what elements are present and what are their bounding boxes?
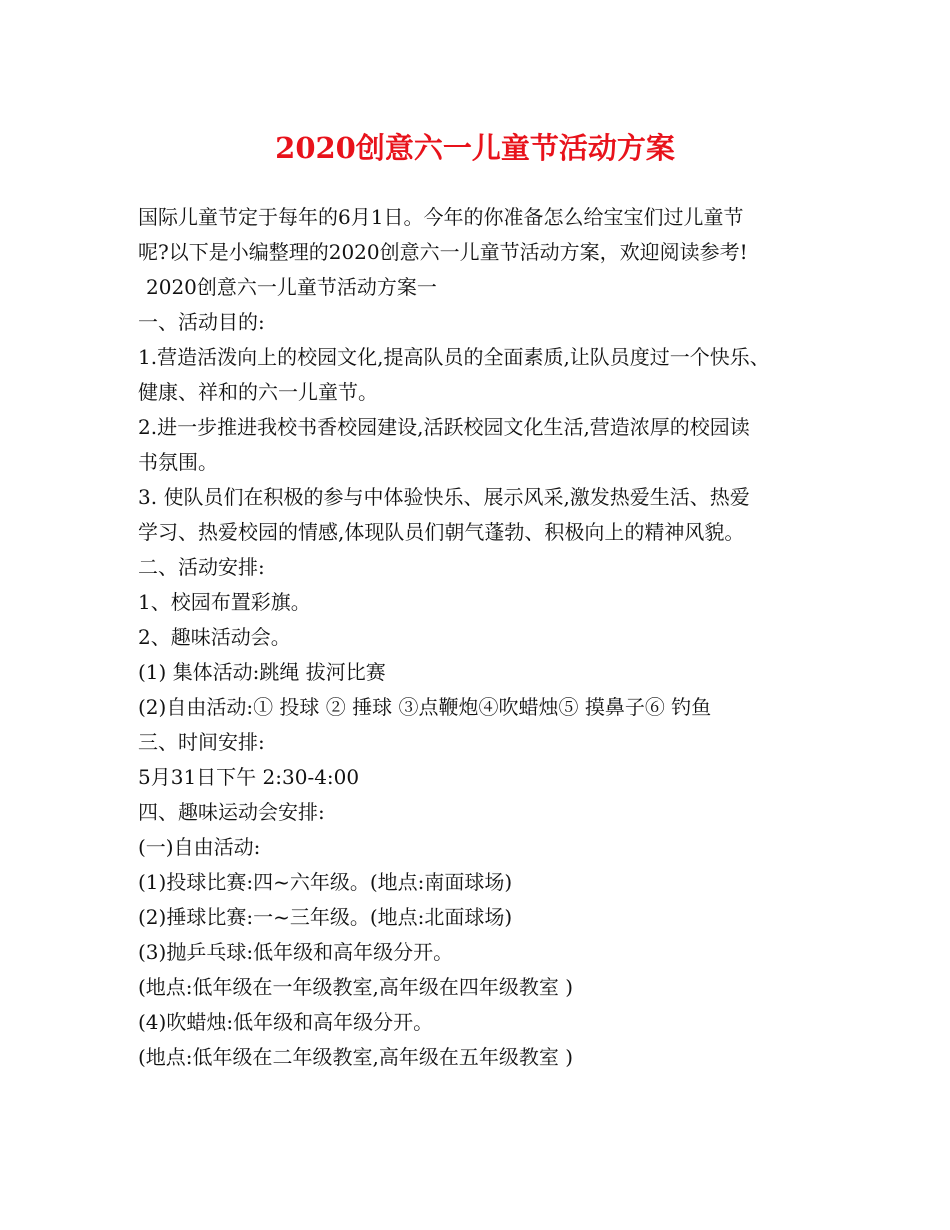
games-item-4-location: (地点:低年级在二年级教室,高年级在五年级教室 ) — [138, 1045, 574, 1069]
purpose-item-1-cont: 健康、祥和的六一儿童节。 — [138, 380, 378, 404]
arrangement-item-2: 2、趣味活动会。 — [138, 625, 291, 649]
section-heading-plan-one: 2020创意六一儿童节活动方案一 — [146, 275, 437, 299]
document-body — [138, 200, 828, 1075]
arrangement-free-activity: (2)自由活动:① 投球 ② 捶球 ③点鞭炮④吹蜡烛⑤ 摸鼻子⑥ 钓鱼 — [138, 695, 712, 719]
heading-schedule: 三、时间安排: — [138, 730, 265, 754]
heading-purpose: 一、活动目的: — [138, 310, 265, 334]
schedule-time: 5月31日下午 2:30-4:00 — [138, 765, 360, 789]
intro-line-1: 国际儿童节定于每年的6月1日。今年的你准备怎么给宝宝们过儿童节 — [138, 205, 744, 229]
arrangement-item-1: 1、校园布置彩旗。 — [138, 590, 311, 614]
heading-arrangement: 二、活动安排: — [138, 555, 265, 579]
intro-line-2: 呢?以下是小编整理的2020创意六一儿童节活动方案，欢迎阅读参考! — [138, 240, 748, 264]
purpose-item-3-cont: 学习、热爱校园的情感,体现队员们朝气蓬勃、积极向上的精神风貌。 — [138, 520, 745, 544]
games-item-2: (2)捶球比赛:一~三年级。(地点:北面球场) — [138, 905, 513, 929]
document-title: 2020创意六一儿童节活动方案 — [275, 131, 675, 165]
games-item-1: (1)投球比赛:四~六年级。(地点:南面球场) — [138, 870, 513, 894]
games-item-3: (3)抛乒乓球:低年级和高年级分开。 — [138, 940, 454, 964]
games-item-4: (4)吹蜡烛:低年级和高年级分开。 — [138, 1010, 434, 1034]
arrangement-group-activity: (1) 集体活动:跳绳 拔河比赛 — [138, 660, 386, 684]
games-item-3-location: (地点:低年级在一年级教室,高年级在四年级教室 ) — [138, 975, 574, 999]
games-free-activity: (一)自由活动: — [138, 835, 261, 859]
purpose-item-2-cont: 书氛围。 — [138, 450, 218, 474]
purpose-item-3: 3. 使队员们在积极的参与中体验快乐、展示风采,激发热爱生活、热爱 — [138, 485, 750, 509]
purpose-item-2: 2.进一步推进我校书香校园建设,活跃校园文化生活,营造浓厚的校园读 — [138, 415, 750, 439]
purpose-item-1: 1.营造活泼向上的校园文化,提高队员的全面素质,让队员度过一个快乐、 — [138, 345, 770, 369]
heading-games: 四、趣味运动会安排: — [138, 800, 325, 824]
